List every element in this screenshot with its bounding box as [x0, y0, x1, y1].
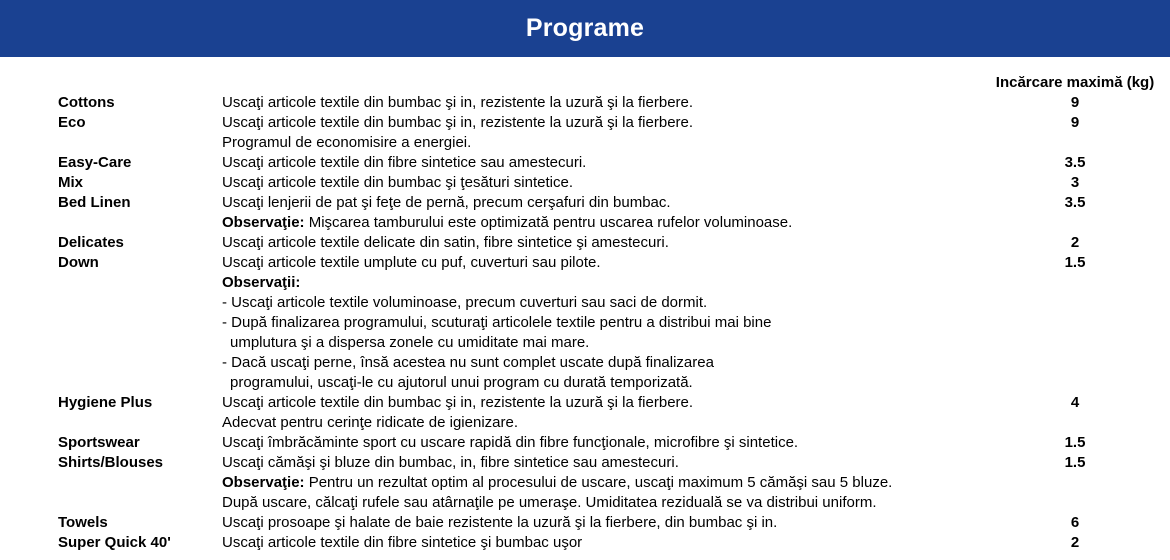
table-row: [58, 93, 1170, 113]
description-line: După uscare, călcaţi rufele sau atârnaţile pe umeraşe. Umiditatea reziduală se va distribui uniform.: [222, 494, 877, 511]
program-name: Sportswear: [58, 434, 140, 451]
table-row: [58, 253, 1170, 393]
max-load-value: 9: [1070, 114, 1080, 131]
program-description: [222, 173, 980, 193]
description-line: Uscaţi articole textile din bumbac şi ţesături sintetice.: [222, 174, 573, 191]
page-header: [0, 0, 1170, 57]
table-row: [58, 513, 1170, 533]
program-name: Hygiene Plus: [58, 394, 153, 411]
program-name: Mix: [58, 174, 84, 191]
max-load-value: 1.5: [1064, 254, 1086, 271]
max-load-value: 2: [1070, 534, 1080, 551]
program-description: [222, 193, 980, 233]
table-row: [58, 233, 1170, 253]
program-name: Shirts/Blouses: [58, 454, 164, 471]
description-line: Uscaţi prosoape şi halate de baie rezistente la uzură şi la fierbere, din bumbac şi in.: [222, 514, 778, 531]
program-name: Easy-Care: [58, 154, 132, 171]
description-line: Observaţie: Pentru un rezultat optim al procesului de uscare, uscaţi maximum 5 cămăşi sau 5 bluze.: [222, 474, 893, 491]
max-load-value: 1.5: [1064, 434, 1086, 451]
program-description: [222, 233, 980, 253]
max-load-value: 3.5: [1064, 194, 1086, 211]
description-line: Uscaţi articole textile din bumbac şi in, rezistente la uzură şi la fierbere.: [222, 94, 694, 111]
page-title: Programe: [525, 14, 645, 42]
programs-table: [0, 57, 1170, 553]
description-line: Uscaţi articole textile din bumbac şi in, rezistente la uzură şi la fierbere.: [222, 114, 694, 131]
table-rows: [58, 93, 1170, 553]
description-line: Uscaţi articole textile din bumbac şi in, rezistente la uzură şi la fierbere.: [222, 394, 694, 411]
description-line: Uscaţi lenjerii de pat şi feţe de pernă, precum cerşafuri din bumbac.: [222, 194, 671, 211]
description-line: Uscaţi îmbrăcăminte sport cu uscare rapidă din fibre funcţionale, microfibre şi sintetice.: [222, 434, 799, 451]
note-label: Observaţie:: [222, 214, 305, 231]
note-label: Observaţii:: [222, 274, 301, 291]
description-line: Uscaţi articole textile umplute cu puf, cuverturi sau pilote.: [222, 254, 601, 271]
program-name: Down: [58, 254, 99, 271]
description-line: Uscaţi cămăşi şi bluze din bumbac, in, fibre sintetice sau amestecuri.: [222, 454, 679, 471]
description-line: Uscaţi articole textile delicate din satin, fibre sintetice şi amestecuri.: [222, 234, 669, 251]
table-row: [58, 193, 1170, 233]
program-name: Eco: [58, 114, 86, 131]
note-label: Observaţie:: [222, 474, 305, 491]
program-name: Cottons: [58, 94, 115, 111]
table-row: [58, 113, 1170, 153]
program-description: [222, 393, 980, 433]
max-load-value: 2: [1070, 234, 1080, 251]
description-line: Uscaţi articole textile din fibre sintetice şi bumbac uşor: [222, 534, 583, 551]
program-name: Towels: [58, 514, 108, 531]
description-line: umplutura şi a dispersa zonele cu umiditate mai mare.: [230, 334, 590, 351]
max-load-value: 9: [1070, 94, 1080, 111]
max-load-column-header: Incărcare maximă (kg): [995, 74, 1155, 91]
program-name: Super Quick 40': [58, 534, 171, 551]
program-name: Bed Linen: [58, 194, 131, 211]
program-description: [222, 253, 980, 393]
description-line: Programul de economisire a energiei.: [222, 134, 472, 151]
description-line: [222, 273, 980, 293]
description-line: - După finalizarea programului, scuturaţi articolele textile pentru a distribui mai bine: [222, 314, 772, 331]
max-load-value: 6: [1070, 514, 1080, 531]
program-name: Delicates: [58, 234, 124, 251]
table-row: [58, 433, 1170, 453]
description-line: - Uscaţi articole textile voluminoase, precum cuverturi sau saci de dormit.: [222, 294, 708, 311]
program-description: [222, 453, 980, 513]
table-row: [58, 393, 1170, 433]
program-description: [222, 93, 980, 113]
description-line: Observaţie: Mişcarea tamburului este optimizată pentru uscarea rufelor voluminoase.: [222, 214, 793, 231]
program-description: [222, 433, 980, 453]
table-row: [58, 533, 1170, 553]
table-row: [58, 453, 1170, 513]
program-description: [222, 153, 980, 173]
description-line: Adecvat pentru cerinţe ridicate de igienizare.: [222, 414, 519, 431]
program-description: [222, 533, 980, 553]
program-description: [222, 113, 980, 153]
table-header-row: [58, 73, 1170, 93]
max-load-value: 4: [1070, 394, 1080, 411]
table-row: [58, 153, 1170, 173]
description-line: Uscaţi articole textile din fibre sintetice sau amestecuri.: [222, 154, 587, 171]
program-description: [222, 513, 980, 533]
table-row: [58, 173, 1170, 193]
max-load-value: 3: [1070, 174, 1080, 191]
description-line: programului, uscaţi-le cu ajutorul unui program cu durată temporizată.: [230, 374, 693, 391]
max-load-value: 3.5: [1064, 154, 1086, 171]
description-line: - Dacă uscaţi perne, însă acestea nu sunt complet uscate după finalizarea: [222, 354, 714, 371]
max-load-value: 1.5: [1064, 454, 1086, 471]
